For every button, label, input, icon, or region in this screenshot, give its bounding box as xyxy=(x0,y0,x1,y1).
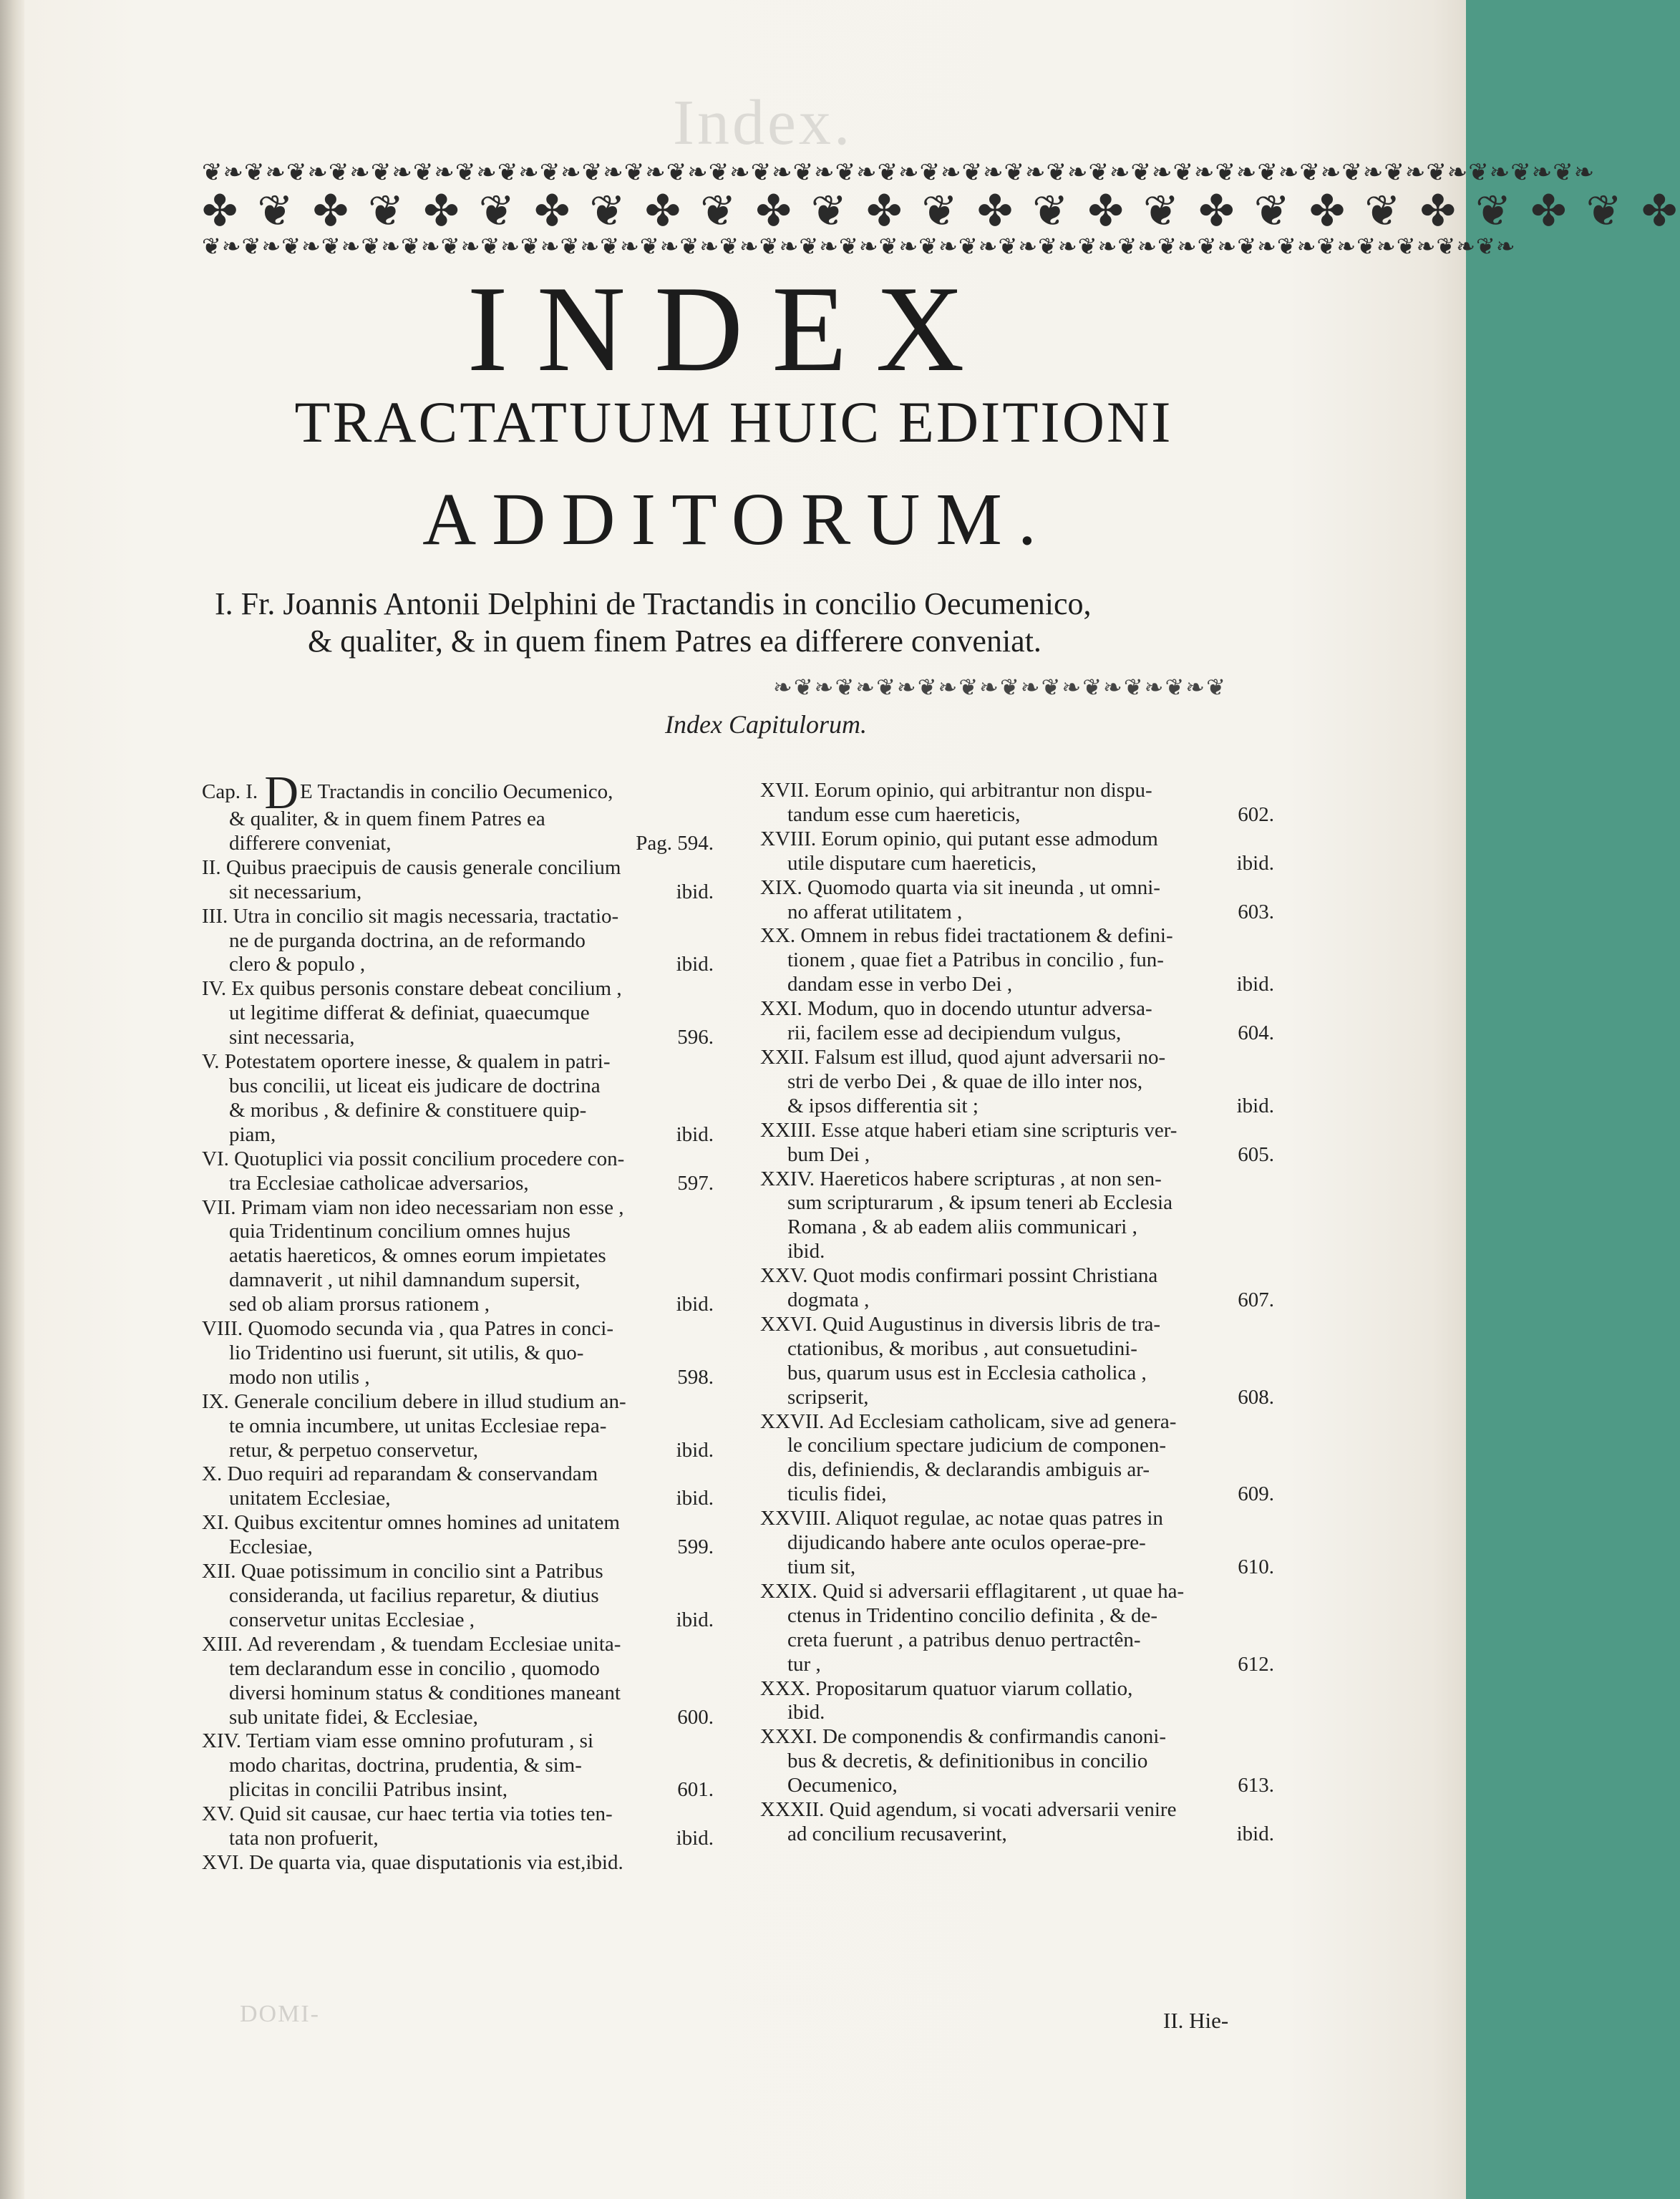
chapter-line xyxy=(760,1143,1274,1168)
chapter-entry xyxy=(760,1677,1274,1726)
chapter-page-ref: 613. xyxy=(1238,1774,1274,1797)
chapter-text: Ad Ecclesiam catholicam, sive ad genera- xyxy=(828,1409,1177,1433)
chapter-number: XXX. xyxy=(760,1676,811,1700)
chapter-line xyxy=(760,1774,1274,1798)
chapter-line xyxy=(202,1633,714,1657)
chapter-number: XXI. xyxy=(760,997,802,1021)
chapter-line xyxy=(760,1798,1274,1822)
chapter-line xyxy=(202,1390,714,1414)
chapter-text: Romana , & ab eadem aliis communicari , xyxy=(787,1215,1137,1239)
chapter-number: XIX. xyxy=(760,875,802,899)
chapter-line xyxy=(760,827,1274,852)
chapter-page-ref: ibid. xyxy=(1236,1822,1274,1845)
chapter-line xyxy=(760,1361,1274,1386)
chapter-line xyxy=(202,1657,714,1681)
chapter-text: sub unitate fidei, & Ecclesiae, xyxy=(229,1705,478,1729)
chapter-line xyxy=(760,779,1274,803)
chapter-line xyxy=(202,1172,714,1196)
chapter-text: Quid Augustinus in diversis libris de tra- xyxy=(822,1312,1161,1336)
chapter-page-ref: ibid. xyxy=(1236,851,1274,875)
chapter-line xyxy=(760,1531,1274,1555)
chapter-text: Omnem in rebus fidei tractationem & defini- xyxy=(800,924,1173,948)
chapter-line xyxy=(760,1337,1274,1361)
chapter-text: Modum, quo in docendo utuntur adversa- xyxy=(807,997,1152,1021)
chapter-text: dijudicando habere ante oculos operae-pre- xyxy=(787,1531,1146,1555)
chapter-line xyxy=(760,1168,1274,1192)
chapter-text: conservetur unitas Ecclesiae , xyxy=(229,1608,475,1631)
chapter-entry xyxy=(202,1802,714,1851)
chapter-entry xyxy=(202,977,714,1050)
chapter-entry xyxy=(202,1317,714,1390)
chapter-text: piam, xyxy=(229,1122,276,1146)
chapter-line xyxy=(760,1410,1274,1435)
chapter-entry xyxy=(760,997,1274,1046)
chapter-entry xyxy=(760,1798,1274,1847)
chapter-number: XIV. xyxy=(202,1729,242,1753)
chapter-text: sint necessaria, xyxy=(229,1026,355,1049)
chapter-text: ibid. xyxy=(787,1240,825,1263)
title-tractatuum: TRACTATUUM HUIC EDITIONI xyxy=(294,389,1173,455)
chapter-text: Quotuplici via possit concilium procedere con- xyxy=(234,1147,625,1170)
chapter-line xyxy=(202,1729,714,1754)
chapter-line xyxy=(202,1487,714,1511)
chapter-entry xyxy=(760,1507,1274,1580)
page-gutter xyxy=(0,0,24,2199)
chapter-page-ref: 601. xyxy=(677,1778,714,1802)
chapter-text: ne de purganda doctrina, an de reformando xyxy=(229,928,586,952)
chapter-line xyxy=(760,1191,1274,1215)
chapter-text: tionem , quae fiet a Patribus in concilio , fun- xyxy=(787,948,1164,972)
chapter-text: bum Dei , xyxy=(787,1142,870,1166)
chapter-text: Duo requiri ad reparandam & conservandam xyxy=(227,1462,598,1486)
chapter-entry xyxy=(760,1168,1274,1265)
catchword: II. Hie- xyxy=(1163,2008,1229,2033)
chapter-line xyxy=(760,1046,1274,1070)
chapter-line xyxy=(760,1482,1274,1507)
chapter-line xyxy=(202,1026,714,1050)
chapter-line xyxy=(760,1653,1274,1677)
chapter-text: tandum esse cum haereticis, xyxy=(787,802,1021,826)
chapter-line xyxy=(760,1119,1274,1143)
chapter-page-ref: ibid. xyxy=(1236,1094,1274,1117)
chapter-text: ctenus in Tridentino concilio definita , & de- xyxy=(787,1603,1158,1627)
chapter-text: Quot modis confirmari possint Christiana xyxy=(812,1264,1158,1288)
chapter-text: Aliquot regulae, ac notae quas patres in xyxy=(835,1507,1163,1530)
chapter-text: lio Tridentino usi fuerunt, sit utilis, & quo- xyxy=(229,1341,584,1364)
chapter-line xyxy=(760,1288,1274,1313)
chapter-line xyxy=(202,905,714,929)
chapter-line xyxy=(760,1264,1274,1288)
chapter-text: Primam viam non ideo necessariam non esse , xyxy=(241,1195,624,1219)
chapter-entry xyxy=(202,1390,714,1463)
chapter-line xyxy=(202,1341,714,1366)
chapter-line xyxy=(202,1560,714,1584)
chapter-text: bus & decretis, & definitionibus in concilio xyxy=(787,1749,1148,1773)
chapter-text: Quibus praecipuis de causis generale concilium xyxy=(225,855,621,879)
chapter-text: E Tractandis in concilio Oecumenico, xyxy=(300,780,613,803)
chapter-line xyxy=(202,1196,714,1220)
chapter-entry xyxy=(202,1560,714,1633)
chapter-text: Quomodo quarta via sit ineunda , ut omni- xyxy=(807,875,1160,899)
chapter-entry xyxy=(202,1196,714,1318)
chapter-page-ref: 612. xyxy=(1238,1652,1274,1676)
chapter-text: Quibus excitentur omnes homines ad unitatem xyxy=(234,1511,620,1535)
chapter-line xyxy=(760,973,1274,997)
chapter-page-ref: 603. xyxy=(1238,900,1274,923)
chapter-text: Ex quibus personis constare debeat concilium , xyxy=(231,977,622,1001)
chapter-text: Potestatem oportere inesse, & qualem in patri- xyxy=(224,1050,611,1074)
chapter-number: XXIV. xyxy=(760,1167,815,1190)
chapter-number: XXVI. xyxy=(760,1312,817,1336)
title-index: INDEX xyxy=(467,261,994,397)
chapter-line xyxy=(760,948,1274,973)
chapter-page-ref: 605. xyxy=(1238,1142,1274,1166)
chapter-text: Utra in concilio sit magis necessaria, tractatio- xyxy=(233,904,619,928)
chapter-number: XI. xyxy=(202,1511,229,1535)
chapter-entry xyxy=(760,924,1274,997)
chapter-page-ref: ibid. xyxy=(1236,973,1274,996)
chapter-line xyxy=(760,1215,1274,1240)
chapter-text: tur , xyxy=(787,1652,821,1676)
chapter-line xyxy=(760,997,1274,1021)
chapter-text: Propositarum quatuor viarum collatio, xyxy=(815,1676,1133,1700)
chapter-line xyxy=(202,1001,714,1026)
chapter-text: consideranda, ut facilius reparetur, & diutius xyxy=(229,1584,599,1607)
index-capitulorum-heading: Index Capitulorum. xyxy=(665,710,867,739)
chapter-page-ref: ibid. xyxy=(676,1487,714,1510)
chapter-entry xyxy=(760,1580,1274,1677)
chapter-line xyxy=(760,1507,1274,1531)
chapter-number: XXIII. xyxy=(760,1118,817,1142)
chapter-number: XXVII. xyxy=(760,1409,825,1433)
chapter-text: dis, definiendis, & declarandis ambiguis ar- xyxy=(787,1458,1150,1482)
chapter-page-ref: 596. xyxy=(677,1026,714,1049)
chapter-text: Quomodo secunda via , qua Patres in conci- xyxy=(248,1317,614,1341)
chapter-text: diversi hominum status & conditiones maneant xyxy=(229,1681,621,1704)
chapter-number: Cap. I. xyxy=(202,780,258,803)
chapter-line xyxy=(202,1268,714,1293)
chapter-page-ref: 600. xyxy=(677,1705,714,1729)
chapter-text: Esse atque haberi etiam sine scripturis ver- xyxy=(821,1118,1178,1142)
chapter-text: ticulis fidei, xyxy=(787,1482,887,1506)
chapter-line xyxy=(760,852,1274,876)
chapter-line xyxy=(202,1511,714,1535)
chapter-text: Quid si adversarii efflagitarent , ut quae ha- xyxy=(822,1579,1185,1603)
chapter-line xyxy=(760,1458,1274,1482)
chapter-line xyxy=(760,1021,1274,1046)
ornament-small: ❧❦❧❦❧❦❧❦❧❦❧❦❧❦❧❦❧❦❧❦❧❦ xyxy=(773,674,1227,701)
chapter-line xyxy=(760,1822,1274,1847)
chapter-text: le concilium spectare judicium de componen- xyxy=(787,1434,1167,1457)
chapter-line xyxy=(202,977,714,1001)
chapter-page-ref: ibid. xyxy=(676,1608,714,1631)
chapter-text: bus concilii, ut liceat eis judicare de doctrina xyxy=(229,1074,601,1097)
chapter-text: scripserit, xyxy=(787,1385,869,1409)
chapter-text: stri de verbo Dei , & quae de illo inter nos, xyxy=(787,1069,1143,1093)
chapter-line xyxy=(202,953,714,977)
chapter-text: Ecclesiae, xyxy=(229,1535,313,1559)
chapter-line xyxy=(202,1584,714,1608)
chapter-line xyxy=(760,1580,1274,1604)
chapter-page-ref: ibid. xyxy=(676,1438,714,1462)
chapter-entry xyxy=(202,1511,714,1560)
chapter-page-ref: Pag. 594. xyxy=(636,831,714,855)
chapter-number: VII. xyxy=(202,1195,236,1219)
chapter-line xyxy=(202,1706,714,1730)
chapter-number: XXXI. xyxy=(760,1725,817,1749)
chapter-line xyxy=(202,1317,714,1341)
chapter-line xyxy=(202,1220,714,1244)
chapter-number: VIII. xyxy=(202,1317,243,1341)
chapter-entry xyxy=(202,767,714,856)
chapter-line xyxy=(760,924,1274,948)
chapter-number: IX. xyxy=(202,1389,229,1413)
chapter-number: XXVIII. xyxy=(760,1507,832,1530)
chapter-number: XVII. xyxy=(760,779,810,802)
chapter-line xyxy=(760,1701,1274,1725)
chapter-text: ctationibus, & moribus , aut consuetudini- xyxy=(787,1336,1137,1360)
chapter-line xyxy=(202,929,714,953)
chapter-text: modo charitas, doctrina, prudentia, & sim- xyxy=(229,1754,582,1777)
chapter-page-ref: ibid. xyxy=(676,953,714,976)
drop-cap: D xyxy=(264,767,299,819)
chapter-line xyxy=(202,1147,714,1172)
chapter-text: Falsum est illud, quod ajunt adversarii no- xyxy=(814,1045,1166,1069)
chapter-page-ref: ibid. xyxy=(676,1827,714,1850)
chapter-entry xyxy=(202,856,714,905)
chapter-line xyxy=(760,1604,1274,1628)
chapter-line xyxy=(202,1414,714,1439)
chapter-text: tata non profuerit, xyxy=(229,1827,379,1850)
chapter-page-ref: 604. xyxy=(1238,1021,1274,1045)
chapter-line xyxy=(760,1094,1274,1119)
chapter-line xyxy=(202,1802,714,1827)
chapter-entry xyxy=(760,1410,1274,1508)
chapter-page-ref: 609. xyxy=(1238,1482,1274,1506)
chapter-page-ref: 610. xyxy=(1238,1555,1274,1578)
chapter-text: modo non utilis , xyxy=(229,1365,370,1389)
chapter-text: Eorum opinio, qui arbitrantur non dispu- xyxy=(814,779,1152,802)
chapter-text: Quid agendum, si vocati adversarii venire xyxy=(829,1798,1177,1822)
chapter-text: aetatis haereticos, & omnes eorum impietates xyxy=(229,1244,606,1268)
chapter-line xyxy=(202,1535,714,1560)
chapter-text: unitatem Ecclesiae, xyxy=(229,1487,391,1510)
chapter-text: sed ob aliam prorsus rationem , xyxy=(229,1293,490,1316)
chapter-line xyxy=(760,1313,1274,1337)
chapter-line xyxy=(202,1778,714,1802)
chapter-text: tem declarandum esse in concilio , quomodo xyxy=(229,1656,600,1680)
chapter-line xyxy=(202,1827,714,1851)
chapter-entry xyxy=(760,1725,1274,1798)
chapter-text: te omnia incumbere, ut unitas Ecclesiae repa- xyxy=(229,1414,607,1437)
treatise-heading-line-2: & qualiter, & in quem finem Patres ea differere conveniat. xyxy=(308,623,1041,659)
chapter-line xyxy=(202,1851,714,1875)
chapter-line xyxy=(760,803,1274,827)
chapter-line xyxy=(202,856,714,880)
treatise-heading-line-1: I. Fr. Joannis Antonii Delphini de Tractandis in concilio Oecumenico, xyxy=(215,586,1092,621)
chapter-line xyxy=(202,1462,714,1487)
chapter-line xyxy=(202,1123,714,1147)
chapter-page-ref: 608. xyxy=(1238,1385,1274,1409)
bleedthrough-header: Index. xyxy=(673,87,853,158)
chapter-line xyxy=(760,901,1274,925)
chapter-line xyxy=(760,1434,1274,1458)
chapter-entry xyxy=(760,876,1274,925)
chapter-entry xyxy=(760,1119,1274,1168)
chapter-text: & moribus , & definire & constituere quip- xyxy=(229,1098,587,1122)
chapter-text: sit necessarium, xyxy=(229,880,362,903)
chapter-line xyxy=(760,1240,1274,1264)
chapter-text: ibid. xyxy=(787,1701,825,1724)
chapter-entry xyxy=(202,1050,714,1147)
chapter-entry xyxy=(760,779,1274,827)
chapter-page-ref: ibid. xyxy=(676,880,714,903)
chapter-line xyxy=(202,880,714,905)
chapters-right-column xyxy=(760,779,1274,1847)
chapter-text: tium sit, xyxy=(787,1555,856,1578)
chapter-text: no afferat utilitatem , xyxy=(787,900,963,923)
chapter-number: XX. xyxy=(760,924,796,948)
chapter-line xyxy=(760,1725,1274,1749)
chapter-number: X. xyxy=(202,1462,223,1486)
chapter-text: quia Tridentinum concilium omnes hujus xyxy=(229,1220,570,1243)
chapter-line xyxy=(760,1386,1274,1410)
chapter-number: III. xyxy=(202,904,228,928)
chapter-entry xyxy=(760,827,1274,876)
ornament-band-top: ❦❧❦❧❦❧❦❧❦❧❦❧❦❧❦❧❦❧❦❧❦❧❦❧❦❧❦❧❦❧❦❧❦❧❦❧❦❧❦❧❦❧❦❧❦❧❦❧❦❧❦❧❦❧❦❧❦❧❦❧❦❧❦❧❦❧ xyxy=(202,158,1596,187)
chapter-text: Quid sit causae, cur haec tertia via toties ten- xyxy=(239,1802,613,1826)
chapter-entry xyxy=(760,1264,1274,1313)
chapter-entry xyxy=(202,1851,714,1875)
chapter-text: Quae potissimum in concilio sint a Patribus xyxy=(241,1560,603,1583)
chapter-line xyxy=(202,1439,714,1463)
chapter-text: Eorum opinio, qui putant esse admodum xyxy=(821,827,1158,850)
chapter-text: bus, quarum usus est in Ecclesia catholica , xyxy=(787,1361,1147,1384)
chapter-entry xyxy=(202,1147,714,1196)
chapter-line xyxy=(202,1608,714,1633)
chapter-line xyxy=(760,876,1274,901)
chapter-page-ref: 607. xyxy=(1238,1288,1274,1312)
ornament-band-fleurons: ✤ ❦ ✤ ❦ ✤ ❦ ✤ ❦ ✤ ❦ ✤ ❦ ✤ ❦ ✤ ❦ ✤ ❦ ✤ ❦ ✤ ❦ ✤ ❦ ✤ ❦ ✤ xyxy=(202,186,1680,236)
chapter-line xyxy=(760,1677,1274,1702)
chapter-text: ad concilium recusaverint, xyxy=(787,1822,1007,1845)
chapter-text: dogmata , xyxy=(787,1288,870,1312)
chapter-text: rii, facilem esse ad decipiendum vulgus, xyxy=(787,1021,1122,1045)
bleedthrough-footer: DOMI- xyxy=(240,2001,320,2027)
chapter-text: & ipsos differentia sit ; xyxy=(787,1094,979,1117)
chapter-text: dandam esse in verbo Dei , xyxy=(787,973,1013,996)
chapter-line xyxy=(760,1555,1274,1580)
chapter-page-ref: ibid. xyxy=(676,1122,714,1146)
chapter-entry xyxy=(760,1313,1274,1410)
chapter-text: Tertiam viam esse omnino profuturam , si xyxy=(246,1729,594,1753)
chapter-line xyxy=(202,807,714,832)
chapter-line xyxy=(202,1050,714,1074)
chapter-line xyxy=(760,1070,1274,1094)
chapter-text: Haereticos habere scripturas , at non sen- xyxy=(820,1167,1162,1190)
chapter-text: sum scripturarum , & ipsum teneri ab Ecclesia xyxy=(787,1191,1172,1215)
chapter-number: IV. xyxy=(202,977,227,1001)
chapter-number: V. xyxy=(202,1050,220,1074)
chapter-line xyxy=(202,1754,714,1778)
chapter-number: XV. xyxy=(202,1802,235,1826)
chapter-number: VI. xyxy=(202,1147,229,1170)
chapter-number: XIII. xyxy=(202,1632,243,1656)
chapter-line xyxy=(202,1099,714,1123)
chapter-page-ref: 602. xyxy=(1238,802,1274,826)
chapter-page-ref: 597. xyxy=(677,1171,714,1195)
chapter-line xyxy=(202,1293,714,1317)
chapter-entry xyxy=(202,905,714,978)
chapter-text: damnaverit , ut nihil damnandum supersit, xyxy=(229,1268,581,1292)
title-additorum: ADDITORUM. xyxy=(422,478,1052,560)
chapter-entry xyxy=(202,1633,714,1730)
chapter-page-ref: 598. xyxy=(677,1365,714,1389)
chapter-text: plicitas in concilii Patribus insint, xyxy=(229,1778,508,1802)
chapter-line xyxy=(760,1628,1274,1653)
chapter-line xyxy=(202,1681,714,1706)
ornament-band-bottom: ❦❧❦❧❦❧❦❧❦❧❦❧❦❧❦❧❦❧❦❧❦❧❦❧❦❧❦❧❦❧❦❧❦❧❦❧❦❧❦❧❦❧❦❧❦❧❦❧❦❧❦❧❦❧❦❧❦❧❦❧❦❧❦❧❦❧ xyxy=(202,233,1516,260)
chapter-number: XXIX. xyxy=(760,1579,817,1603)
chapter-text: Ad reverendam , & tuendam Ecclesiae unita- xyxy=(246,1632,621,1656)
chapter-entry xyxy=(760,1046,1274,1119)
chapter-text: & qualiter, & in quem finem Patres ea xyxy=(229,807,545,830)
chapter-number: XVIII. xyxy=(760,827,817,850)
chapter-text: differere conveniat, xyxy=(229,831,392,855)
chapter-page-ref: ibid. xyxy=(676,1293,714,1316)
chapter-line xyxy=(202,1074,714,1099)
chapter-line xyxy=(202,1366,714,1390)
chapter-page-ref: 599. xyxy=(677,1535,714,1559)
chapter-text: clero & populo , xyxy=(229,953,366,976)
chapter-line xyxy=(202,1244,714,1268)
chapter-text: creta fuerunt , a patribus denuo pertractên- xyxy=(787,1628,1141,1651)
chapter-entry xyxy=(202,1729,714,1802)
chapter-text: ut legitime differat & definiat, quaecumque xyxy=(229,1001,590,1025)
chapter-number: XVI. xyxy=(202,1850,244,1874)
chapter-text: tra Ecclesiae catholicae adversarios, xyxy=(229,1171,529,1195)
chapter-entry xyxy=(202,1462,714,1511)
chapter-text: Oecumenico, xyxy=(787,1774,898,1797)
chapter-line xyxy=(202,832,714,856)
chapter-number: II. xyxy=(202,855,221,879)
chapter-number: XXV. xyxy=(760,1264,808,1288)
chapter-line xyxy=(760,1749,1274,1774)
chapter-text: utile disputare cum haereticis, xyxy=(787,851,1036,875)
chapter-text: De componendis & confirmandis canoni- xyxy=(822,1725,1166,1749)
chapter-text: Generale concilium debere in illud studium an- xyxy=(234,1389,626,1413)
chapter-number: XXXII. xyxy=(760,1798,825,1822)
chapter-number: XII. xyxy=(202,1560,236,1583)
chapter-number: XXII. xyxy=(760,1045,810,1069)
treatise-heading xyxy=(215,586,1267,660)
chapters-left-column xyxy=(202,767,714,1875)
chapter-text: retur, & perpetuo conservetur, xyxy=(229,1438,478,1462)
chapter-text: De quarta via, quae disputationis via est,ibid. xyxy=(249,1850,623,1874)
